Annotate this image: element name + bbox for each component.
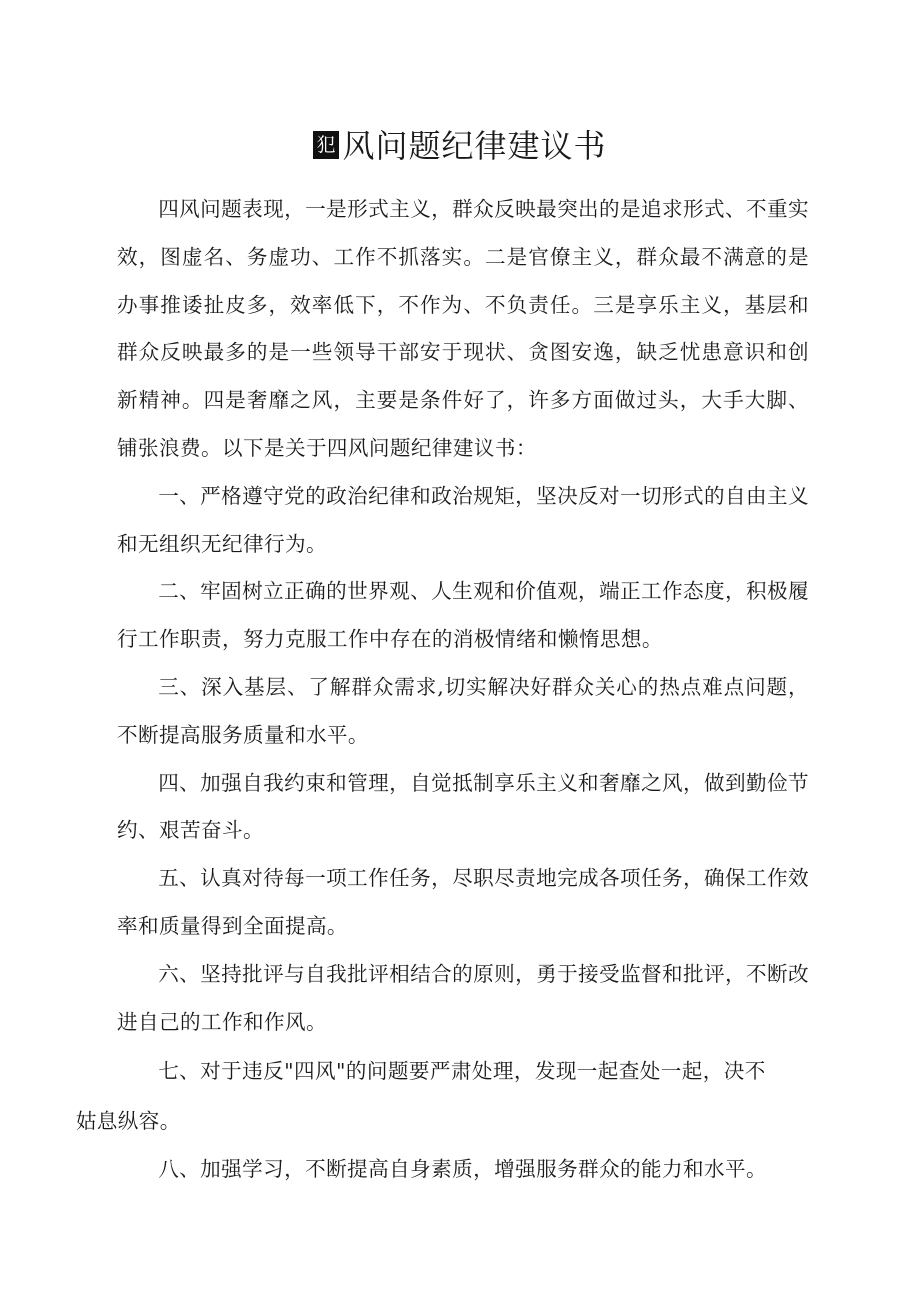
- intro-paragraph: 四风问题表现，一是形式主义，群众反映最突出的是追求形式、不重实效，图虚名、务虚功、工作不抓落实。二是官僚主义，群众最不满意的是办事推诿扯皮多，效率低下，不作为、不负责任。三是享乐主义，基层和群众反映最多的是一些领导干部安于现状、贪图安逸，缺乏忧患意识和创新精神。四是奢靡之风，主要是条件好了，许多方面做过头，大手大脚、铺张浪费。以下是关于四风问题纪律建议书：: [117, 197, 809, 460]
- item-paragraph: 四、加强自我约束和管理，自觉抵制享乐主义和奢靡之风，做到勤俭节约、艰苦奋斗。: [117, 770, 809, 843]
- item-paragraph: 六、坚持批评与自我批评相结合的原则，勇于接受监督和批评，不断改进自己的工作和作风。: [117, 961, 809, 1034]
- item-paragraph: 五、认真对待每一项工作任务，尽职尽责地完成各项任务，确保工作效率和质量得到全面提高。: [117, 866, 809, 938]
- item-paragraph-7: [75, 1046, 809, 1146]
- item-paragraph: 三、深入基层、了解群众需求,切实解决好群众关心的热点难点问题，不断提高服务质量和水平。: [117, 674, 809, 747]
- title-badge: 犯: [313, 131, 338, 159]
- title-text: 风问题纪律建议书: [342, 127, 607, 165]
- item-7-line-2: 姑息纵容。: [75, 1109, 181, 1134]
- item-paragraph: 二、牢固树立正确的世界观、人生观和价值观，端正工作态度，积极履行工作职责，努力克服工作中存在的消极情绪和懒惰思想。: [117, 579, 809, 652]
- document-body: [75, 186, 809, 1194]
- document-title: [0, 124, 920, 168]
- item-paragraph-8: 八、加强学习，不断提高自身素质，增强服务群众的能力和水平。: [158, 1157, 768, 1182]
- item-7-line-1: 七、对于违反"四风"的问题要严肃处理，发现一起查处一起，决不: [158, 1059, 766, 1084]
- item-paragraph: 一、严格遵守党的政治纪律和政治规矩，坚决反对一切形式的自由主义和无组织无纪律行为。: [117, 483, 809, 556]
